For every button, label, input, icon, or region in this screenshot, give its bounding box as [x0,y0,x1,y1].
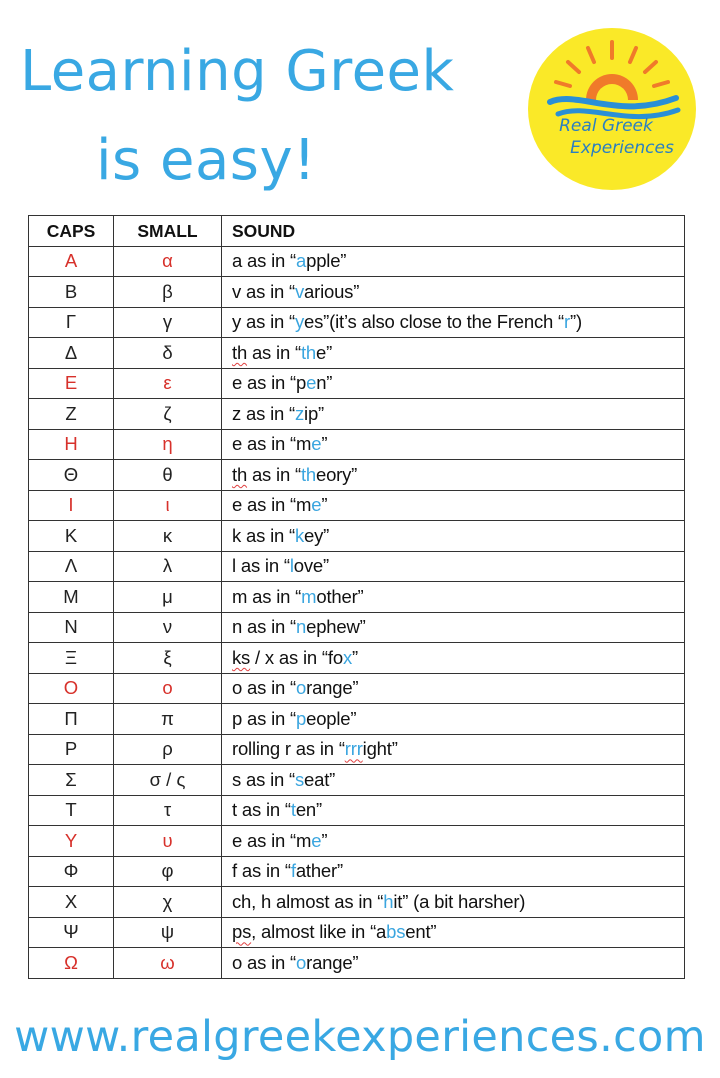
sound-description [222,582,685,613]
sound-segment: th [232,341,248,363]
sound-segment: m as in “ [232,585,302,607]
sound-segment: z as in “ [232,402,295,424]
sound-segment: n [296,616,307,638]
small-letter: ε [114,368,222,399]
sound-description [222,948,685,979]
sound-segment: ”) [570,311,582,333]
sound-description [222,521,685,552]
small-letter: ω [114,948,222,979]
small-letter: ξ [114,643,222,674]
sound-segment: en” [295,799,322,821]
sound-description [222,826,685,857]
sound-segment: v as in “ [232,280,295,302]
sound-description [222,765,685,796]
caps-letter: Ρ [29,734,114,765]
caps-letter: Α [29,246,114,277]
small-letter: κ [114,521,222,552]
sound-segment: n” [316,372,333,394]
sound-segment: f [290,860,296,882]
sound-segment: it” (a bit harsher) [393,890,526,912]
small-letter: ψ [114,917,222,948]
sound-segment: ps [232,921,252,943]
sound-segment: f as in “ [232,860,291,882]
sound-segment: h [383,890,394,912]
logo-text-line2: Experiences [570,138,674,158]
sound-segment: e” [315,341,333,363]
sound-description [222,490,685,521]
sound-description [222,368,685,399]
caps-letter: Σ [29,765,114,796]
sound-segment: e [311,433,322,455]
sound-description [222,612,685,643]
table-row [29,338,685,369]
caps-letter: Ζ [29,399,114,430]
table-header-row [29,216,685,247]
sound-segment: e [306,372,317,394]
sound-description [222,917,685,948]
sound-segment: th [300,341,316,363]
table-row [29,582,685,613]
sound-segment: eat” [304,768,336,790]
sound-segment: ch, h almost as in “ [232,890,384,912]
sound-segment: eory” [315,463,358,485]
sound-description [222,673,685,704]
table-row [29,490,685,521]
small-letter: ι [114,490,222,521]
small-letter: ν [114,612,222,643]
caps-letter: Η [29,429,114,460]
page-title-line1: Learning Greek [20,39,455,104]
sound-description [222,643,685,674]
sound-segment: other” [316,585,364,607]
table-row [29,795,685,826]
table-row [29,917,685,948]
sound-segment: range” [306,951,359,973]
sound-segment: t as in “ [232,799,291,821]
table-row [29,551,685,582]
sound-segment: e as in “m [232,829,312,851]
table-row [29,246,685,277]
table-row [29,734,685,765]
sun-and-waves-icon [528,28,696,190]
caps-letter: Ο [29,673,114,704]
caps-letter: Γ [29,307,114,338]
sound-segment: k [294,524,305,546]
sound-segment: t [290,799,296,821]
small-letter: υ [114,826,222,857]
header-caps: CAPS [29,216,114,247]
small-letter: μ [114,582,222,613]
sound-segment: e as in “p [232,372,307,394]
sound-description [222,887,685,918]
table-row [29,643,685,674]
caps-letter: Ψ [29,917,114,948]
sound-segment: ent” [405,921,437,943]
small-letter: π [114,704,222,735]
website-url: www.realgreekexperiences.com [14,1012,706,1062]
sound-description [222,399,685,430]
sound-segment: l as in “ [232,555,290,577]
sound-segment: rrr [344,738,363,760]
sound-segment: ” [321,433,328,455]
caps-letter: Χ [29,887,114,918]
small-letter: ζ [114,399,222,430]
sound-segment: ephew” [306,616,366,638]
caps-letter: Ι [29,490,114,521]
sound-segment: s [294,768,305,790]
caps-letter: Δ [29,338,114,369]
sound-segment: o as in “ [232,951,297,973]
real-greek-experiences-logo [528,28,696,190]
sound-description [222,856,685,887]
sound-description [222,734,685,765]
table-row [29,399,685,430]
small-letter: ο [114,673,222,704]
sound-segment: e as in “m [232,433,312,455]
sound-description [222,551,685,582]
sound-segment: m [301,585,317,607]
sound-segment: e as in “m [232,494,312,516]
sound-description [222,338,685,369]
greek-alphabet-table [28,215,685,979]
caps-letter: Μ [29,582,114,613]
table-row [29,765,685,796]
table-row [29,429,685,460]
sound-segment: as in “ [247,463,301,485]
sound-segment: ” [321,494,328,516]
sound-segment: eople” [306,707,357,729]
caps-letter: Υ [29,826,114,857]
caps-letter: Φ [29,856,114,887]
sound-segment: range” [306,677,359,699]
caps-letter: Τ [29,795,114,826]
sound-segment: / x as in “fo [250,646,343,668]
sound-segment: p as in “ [232,707,297,729]
sound-description [222,246,685,277]
sound-segment: y as in “ [232,311,295,333]
small-letter: ρ [114,734,222,765]
sound-segment: ” [321,829,328,851]
sound-segment: ” [352,646,358,668]
sound-segment: ove” [293,555,329,577]
sound-segment: rolling r as in “ [232,738,345,760]
caps-letter: Ω [29,948,114,979]
table-row [29,521,685,552]
header-small: SMALL [114,216,222,247]
sound-description [222,795,685,826]
sound-segment: x [342,646,352,668]
table-row [29,277,685,308]
sound-segment: ks [232,646,251,668]
sound-segment: th [300,463,316,485]
sound-segment: a as in “ [232,250,297,272]
small-letter: θ [114,460,222,491]
caps-letter: Π [29,704,114,735]
small-letter: σ / ς [114,765,222,796]
table-row [29,460,685,491]
sound-segment: ather” [295,860,343,882]
sound-segment: o as in “ [232,677,297,699]
sound-segment: n as in “ [232,616,297,638]
table-row [29,948,685,979]
sound-segment: as in “ [247,341,301,363]
caps-letter: Ν [29,612,114,643]
page-title-line2: is easy! [96,128,317,193]
table-row [29,826,685,857]
sound-segment: s as in “ [232,768,295,790]
sound-segment: y [294,311,305,333]
small-letter: τ [114,795,222,826]
sound-segment: o [296,677,307,699]
sound-segment: ip” [304,402,324,424]
logo-text-line1: Real Greek [559,116,653,136]
sound-description [222,704,685,735]
sound-segment: r [564,311,570,333]
caps-letter: Κ [29,521,114,552]
small-letter: δ [114,338,222,369]
sound-segment: v [294,280,305,302]
small-letter: φ [114,856,222,887]
sound-segment: k as in “ [232,524,295,546]
header-sound: SOUND [222,216,685,247]
small-letter: α [114,246,222,277]
sound-segment: bs [386,921,406,943]
sound-segment: a [296,250,307,272]
caps-letter: Θ [29,460,114,491]
sound-segment: es”(it’s also close to the French “ [304,311,565,333]
caps-letter: Β [29,277,114,308]
small-letter: γ [114,307,222,338]
caps-letter: Ξ [29,643,114,674]
sound-segment: e [311,494,322,516]
sound-segment: z [294,402,305,424]
small-letter: η [114,429,222,460]
sound-segment: p [296,707,307,729]
sound-description [222,429,685,460]
sound-segment: l [289,555,294,577]
sound-segment: ey” [304,524,330,546]
sound-segment: o [296,951,307,973]
sound-segment: th [232,463,248,485]
small-letter: λ [114,551,222,582]
table-row [29,704,685,735]
table-row [29,856,685,887]
sound-segment: e [311,829,322,851]
small-letter: β [114,277,222,308]
table-row [29,307,685,338]
sound-description [222,460,685,491]
sound-segment: pple” [306,250,347,272]
caps-letter: Λ [29,551,114,582]
small-letter: χ [114,887,222,918]
table-row [29,673,685,704]
table-row [29,612,685,643]
table-row [29,368,685,399]
sound-description [222,277,685,308]
caps-letter: Ε [29,368,114,399]
sound-segment: ight” [362,738,398,760]
sound-description [222,307,685,338]
table-row [29,887,685,918]
sound-segment: , almost like in “a [251,921,387,943]
sound-segment: arious” [304,280,360,302]
